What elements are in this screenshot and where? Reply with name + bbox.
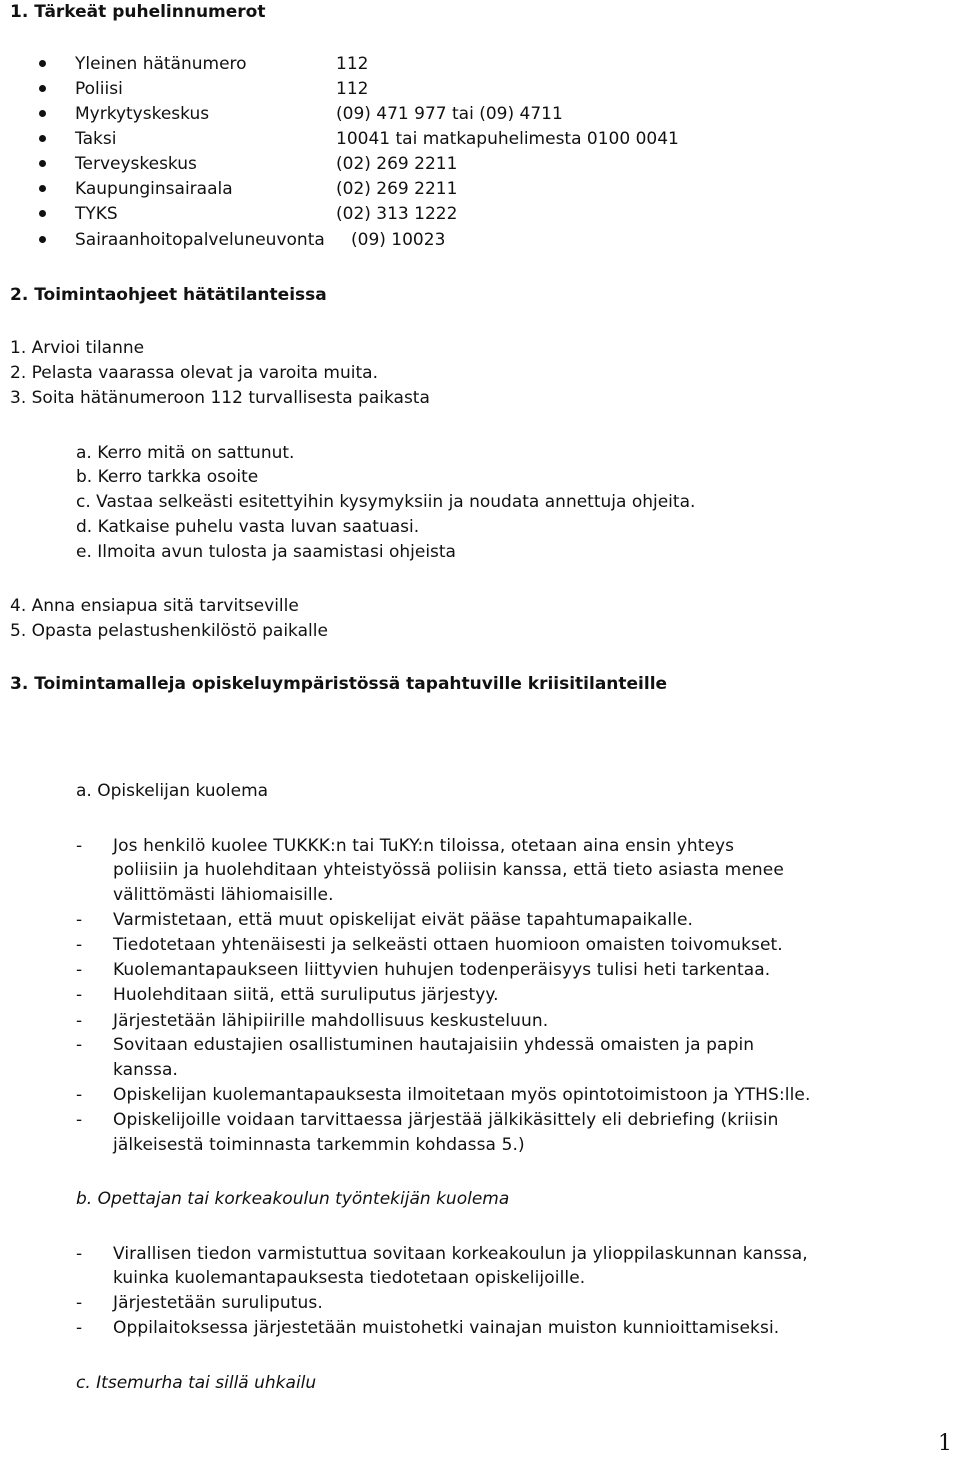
step-item: 3. Soita hätänumeroon 112 turvallisesta paikasta (10, 388, 430, 408)
list-item-line: Oppilaitoksessa järjestetään muistohetki vainajan muiston kunnioittamiseksi. (113, 1318, 780, 1338)
contact-number: (02) 269 2211 (336, 154, 458, 174)
subsection-b-heading: b. Opettajan tai korkeakoulun työntekijän kuolema (76, 1189, 510, 1209)
page-number: 1 (938, 1431, 952, 1456)
bullet-icon (39, 185, 46, 192)
substep-item: e. Ilmoita avun tulosta ja saamistasi ohjeista (76, 542, 456, 562)
section-2-title: 2. Toimintaohjeet hätätilanteissa (10, 285, 327, 305)
contact-number: (02) 313 1222 (336, 204, 458, 224)
list-item-line: Tiedotetaan yhtenäisesti ja selkeästi ottaen huomioon omaisten toivomukset. (113, 935, 783, 955)
list-item-line: Kuolemantapaukseen liittyvien huhujen todenperäisyys tulisi heti tarkentaa. (113, 960, 771, 980)
dash-marker: - (76, 836, 83, 856)
contact-name: Yleinen hätänumero (75, 54, 247, 74)
dash-marker: - (76, 985, 83, 1005)
list-item-line: välittömästi lähiomaisille. (113, 885, 334, 905)
contact-name: Terveyskeskus (75, 154, 197, 174)
list-item-line: kanssa. (113, 1060, 178, 1080)
dash-marker: - (76, 910, 83, 930)
dash-marker: - (76, 1110, 83, 1130)
step-item: 5. Opasta pelastushenkilöstö paikalle (10, 621, 328, 641)
dash-marker: - (76, 1011, 83, 1031)
list-item-line: Huolehditaan siitä, että suruliputus järjestyy. (113, 985, 499, 1005)
list-item-line: poliisiin ja huolehditaan yhteistyössä poliisin kanssa, että tieto asiasta menee (113, 860, 784, 880)
contact-number: 10041 tai matkapuhelimesta 0100 0041 (336, 129, 679, 149)
dash-marker: - (76, 1318, 83, 1338)
substep-item: a. Kerro mitä on sattunut. (76, 443, 295, 463)
section-1-title: 1. Tärkeät puhelinnumerot (10, 2, 266, 22)
bullet-icon (39, 85, 46, 92)
step-item: 2. Pelasta vaarassa olevat ja varoita muita. (10, 363, 378, 383)
bullet-icon (39, 60, 46, 67)
list-item-line: Sovitaan edustajien osallistuminen hautajaisiin yhdessä omaisten ja papin (113, 1035, 755, 1055)
contact-number: (09) 10023 (351, 230, 446, 250)
section-3-title: 3. Toimintamalleja opiskeluympäristössä tapahtuville kriisitilanteille (10, 674, 668, 694)
contact-name: TYKS (75, 204, 118, 224)
dash-marker: - (76, 1035, 83, 1055)
bullet-icon (39, 210, 46, 217)
contact-name: Poliisi (75, 79, 123, 99)
bullet-icon (39, 236, 46, 243)
contact-name: Kaupunginsairaala (75, 179, 233, 199)
list-item-line: Järjestetään lähipiirille mahdollisuus keskusteluun. (113, 1011, 549, 1031)
list-item-line: Varmistetaan, että muut opiskelijat eivät pääse tapahtumapaikalle. (113, 910, 694, 930)
bullet-icon (39, 160, 46, 167)
list-item-line: jälkeisestä toiminnasta tarkemmin kohdassa 5.) (113, 1135, 525, 1155)
list-item-line: kuinka kuolemantapauksesta tiedotetaan opiskelijoille. (113, 1268, 586, 1288)
contact-number: 112 (336, 79, 369, 99)
substep-item: b. Kerro tarkka osoite (76, 467, 259, 487)
list-item-line: Jos henkilö kuolee TUKKK:n tai TuKY:n tiloissa, otetaan aina ensin yhteys (113, 836, 735, 856)
contact-number: (02) 269 2211 (336, 179, 458, 199)
list-item-line: Opiskelijan kuolemantapauksesta ilmoitetaan myös opintotoimistoon ja YTHS:lle. (113, 1085, 811, 1105)
list-item-line: Opiskelijoille voidaan tarvittaessa järjestää jälkikäsittely eli debriefing (kriisin (113, 1110, 779, 1130)
subsection-a-heading: a. Opiskelijan kuolema (76, 781, 269, 801)
list-item-line: Järjestetään suruliputus. (113, 1293, 323, 1313)
subsection-c-heading: c. Itsemurha tai sillä uhkailu (76, 1373, 317, 1393)
contact-number: (09) 471 977 tai (09) 4711 (336, 104, 563, 124)
bullet-icon (39, 110, 46, 117)
substep-item: c. Vastaa selkeästi esitettyihin kysymyksiin ja noudata annettuja ohjeita. (76, 492, 696, 512)
step-item: 1. Arvioi tilanne (10, 338, 145, 358)
dash-marker: - (76, 1085, 83, 1105)
contact-number: 112 (336, 54, 369, 74)
dash-marker: - (76, 935, 83, 955)
contact-name: Myrkytyskeskus (75, 104, 210, 124)
bullet-icon (39, 135, 46, 142)
dash-marker: - (76, 1293, 83, 1313)
step-item: 4. Anna ensiapua sitä tarvitseville (10, 596, 299, 616)
contact-name: Taksi (75, 129, 117, 149)
dash-marker: - (76, 960, 83, 980)
list-item-line: Virallisen tiedon varmistuttua sovitaan korkeakoulun ja ylioppilaskunnan kanssa, (113, 1244, 808, 1264)
contact-name: Sairaanhoitopalveluneuvonta (75, 230, 325, 250)
dash-marker: - (76, 1244, 83, 1264)
substep-item: d. Katkaise puhelu vasta luvan saatuasi. (76, 517, 420, 537)
